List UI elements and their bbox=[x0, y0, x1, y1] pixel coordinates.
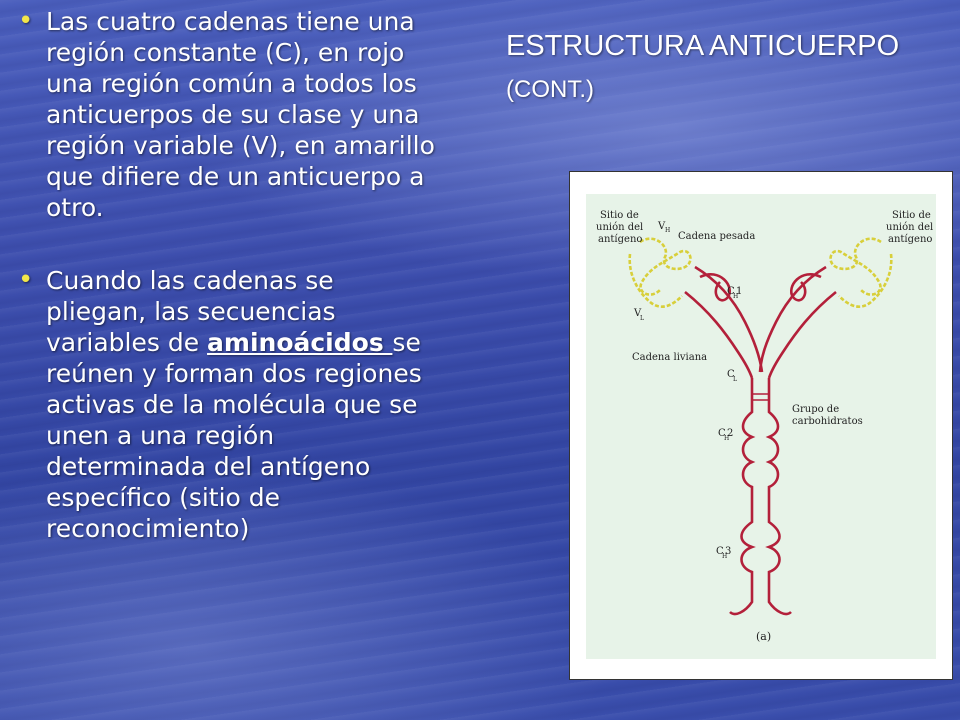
label-site-left: unión del bbox=[596, 222, 644, 233]
antibody-svg bbox=[570, 172, 952, 679]
label-vl-sub: L bbox=[640, 315, 644, 322]
label-light-chain: Cadena liviana bbox=[632, 352, 708, 363]
label-ch2-num: 2 bbox=[727, 428, 734, 439]
bullet-list bbox=[18, 6, 438, 544]
bullet-item bbox=[18, 6, 438, 223]
label-vh: V bbox=[658, 221, 666, 232]
label-site-right: Sitio de bbox=[892, 210, 931, 221]
label-ch1: C bbox=[727, 286, 735, 297]
bullet-dot-icon: • bbox=[18, 6, 34, 36]
label-site-left: antígeno bbox=[598, 234, 643, 245]
label-carbohydrate: carbohidratos bbox=[792, 416, 863, 427]
label-cl-sub: L bbox=[733, 376, 737, 383]
bullet-item bbox=[18, 265, 438, 544]
antibody-diagram bbox=[569, 171, 953, 680]
label-cl: C bbox=[727, 369, 735, 380]
label-ch1-sub: H bbox=[733, 293, 739, 300]
label-ch2: C bbox=[718, 428, 726, 439]
slide-title-line2: (CONT.) bbox=[506, 76, 594, 103]
label-vl: V bbox=[634, 308, 642, 319]
slide-title bbox=[506, 24, 926, 112]
label-carbohydrate: Grupo de bbox=[792, 404, 840, 415]
label-site-left: Sitio de bbox=[600, 210, 639, 221]
bullet-text: Cuando las cadenas se pliegan, las secuencias variables de bbox=[46, 266, 336, 357]
label-ch3: C bbox=[716, 546, 724, 557]
bullet-text: Las cuatro cadenas tiene una región constante (C), en rojo una región común a todos los anticuerpos de su clase y una región variable (V), en amarillo que difiere de un anticuerpo a otro. bbox=[46, 7, 435, 222]
label-ch2-sub: H bbox=[724, 435, 730, 442]
label-ch3-sub: H bbox=[722, 553, 728, 560]
label-vh-sub: H bbox=[665, 227, 671, 234]
bullet-dot-icon: • bbox=[18, 265, 34, 295]
slide-title-line1: ESTRUCTURA ANTICUERPO bbox=[506, 30, 900, 62]
label-site-right: antígeno bbox=[888, 234, 933, 245]
label-site-right: unión del bbox=[886, 222, 934, 233]
figure-caption: (a) bbox=[756, 630, 772, 643]
label-heavy-chain: Cadena pesada bbox=[678, 231, 756, 242]
diagram-panel bbox=[586, 194, 936, 659]
label-ch1-num: 1 bbox=[736, 286, 743, 297]
hyperlink-aminoacidos[interactable]: aminoácidos bbox=[207, 328, 393, 357]
bullet-text: se reúnen y forman dos regiones activas de la molécula que se unen a una región determinada del antígeno específico (sitio de reconocimiento) bbox=[46, 328, 422, 543]
label-ch3-num: 3 bbox=[725, 546, 732, 557]
